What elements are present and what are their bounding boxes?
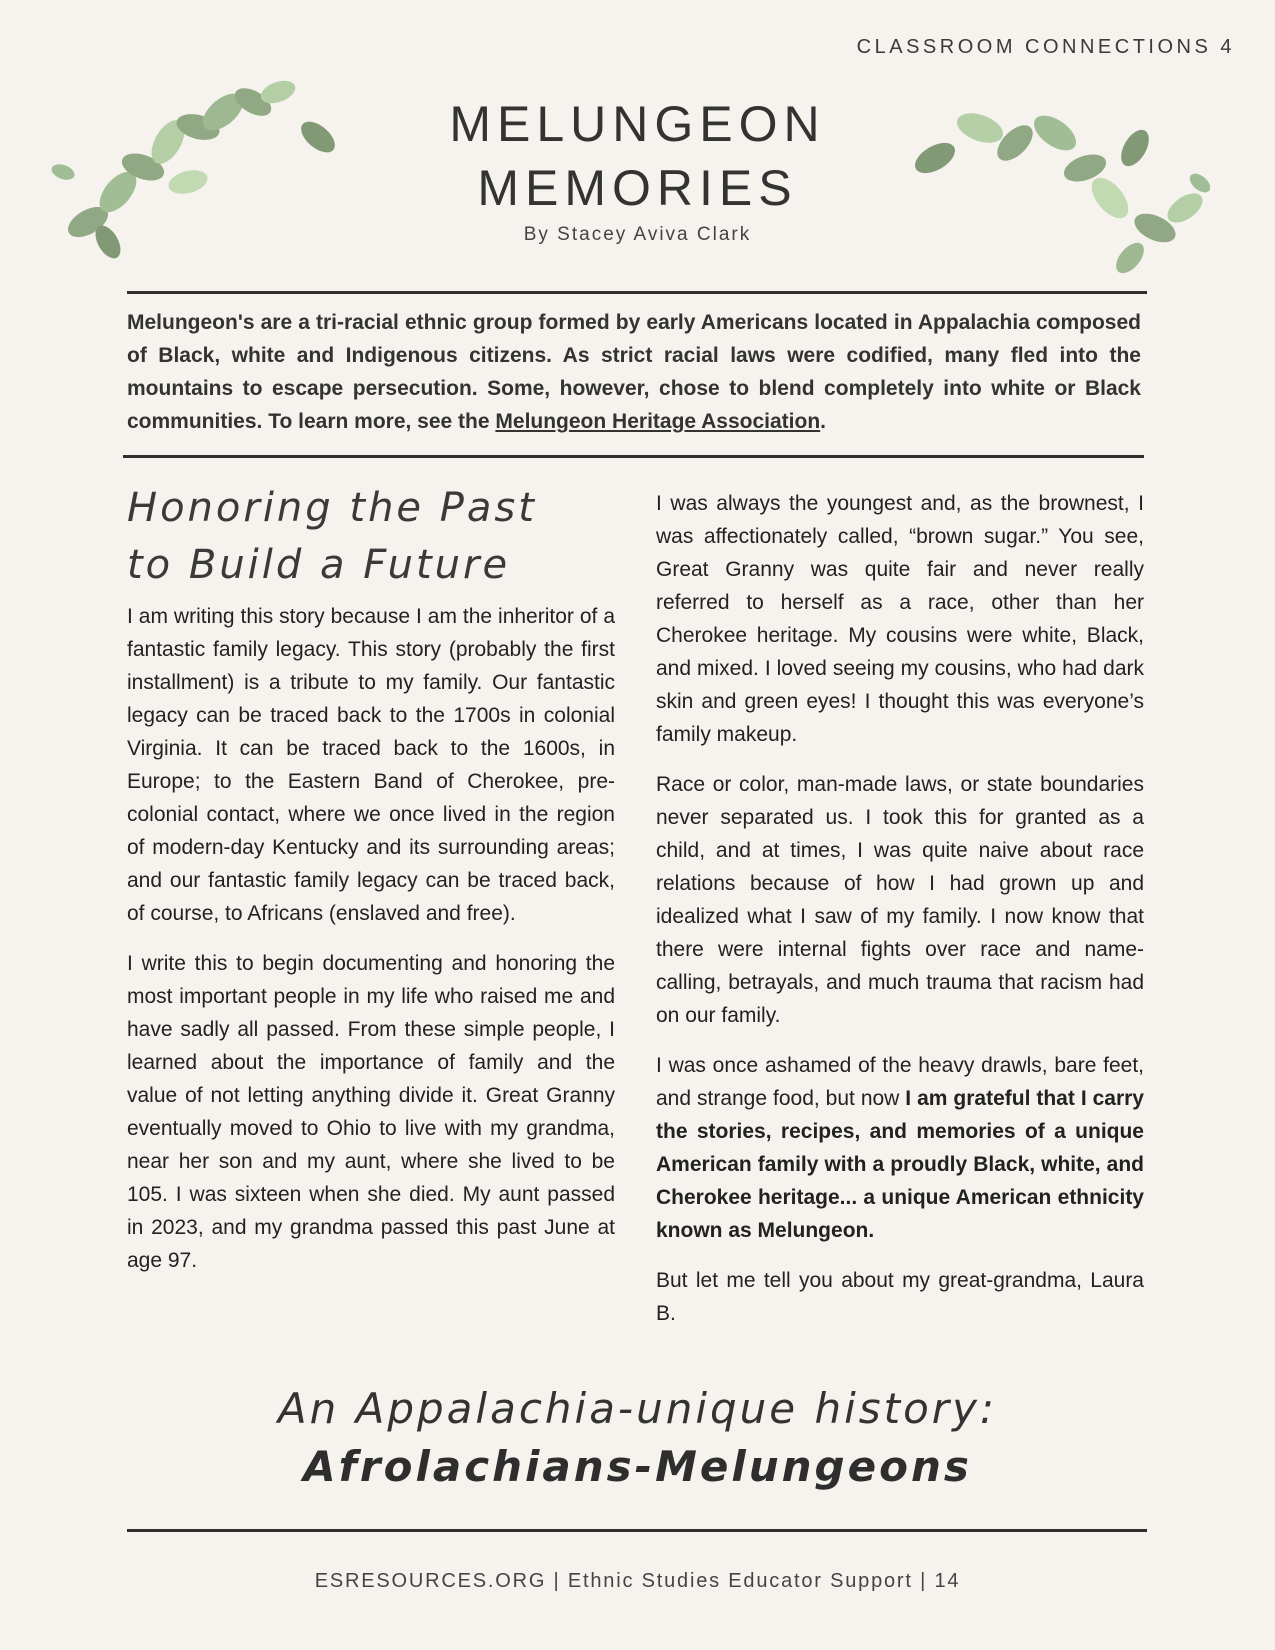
right-paragraph-4: But let me tell you about my great-grandma, Laura B. [656, 1269, 1144, 1325]
right-paragraph-3-emphasis: I am grateful that I carry the stories, recipes, and memories of a unique American family with a proudly Black, white, and Cherokee heritage... a unique American ethnicity known as Melungeon. [656, 1087, 1144, 1242]
left-paragraph-2: I write this to begin documenting and honoring the most important people in my life who raised me and have sadly all passed. From these simple people, I learned about the importance of family and the value of not letting anything divide it. Great Granny eventually moved to Ohio to live with my grandma, near her son and my aunt, where she lived to be 105. I was sixteen when she died. My aunt passed in 2023, and my grandma passed this past June at age 97. [127, 952, 615, 1272]
right-paragraph-3-text: I was once ashamed of the heavy drawls, bare feet, and strange food, but now [656, 1054, 1144, 1110]
byline: By Stacey Aviva Clark [523, 224, 752, 245]
closing-subtitle: An Appalachia-unique history: [277, 1384, 998, 1433]
closing-title: Afrolachians-Melungeons [303, 1442, 972, 1491]
melungeon-heritage-link[interactable]: Melungeon Heritage Association [495, 410, 821, 433]
bottom-divider [127, 1529, 1147, 1532]
intro-paragraph [127, 306, 1141, 438]
right-paragraph-1: I was always the youngest and, as the brownest, I was affectionately called, “brown sugar.” You see, Great Granny was quite fair and never really referred to herself as a race, other than her Cherokee heritage. My cousins were white, Black, and mixed. I loved seeing my cousins, who had dark skin and green eyes! I thought this was everyone’s family makeup. [656, 492, 1144, 746]
right-column [656, 487, 1144, 1347]
title-line-2: MEMORIES [477, 160, 798, 216]
article-heading-line-1: Honoring the Past [127, 485, 537, 531]
left-column [127, 480, 615, 1294]
left-paragraph-1: I am writing this story because I am the inheritor of a fantastic family legacy. This story (probably the first installment) is a tribute to my family. Our fantastic legacy can be traced back to the 1700s in colonial Virginia. It can be traced back to the 1600s, in Europe; to the Eastern Band of Cherokee, pre-colonial contact, where we once lived in the region of modern-day Kentucky and its surrounding areas; and our fantastic family legacy can be traced back, of course, to Africans (enslaved and free). [127, 605, 615, 925]
article-heading-line-2: to Build a Future [127, 542, 511, 588]
article-heading [127, 480, 615, 594]
section-label: CLASSROOM CONNECTIONS 4 [856, 36, 1235, 58]
page-title [0, 92, 1275, 220]
footer: ESRESOURCES.ORG | Ethnic Studies Educator Support | 14 [314, 1570, 961, 1592]
title-line-1: MELUNGEON [449, 96, 826, 152]
right-paragraph-2: Race or color, man-made laws, or state boundaries never separated us. I took this for granted as a child, and at times, I was quite naive about race relations because of how I had grown up and idealized what I saw of my family. I now know that there were internal fights over race and name-calling, betrayals, and much trauma that racism had on our family. [656, 773, 1144, 1027]
intro-divider [123, 455, 1144, 458]
intro-text-end: . [820, 410, 827, 433]
top-divider [127, 291, 1147, 294]
intro-text: Melungeon's are a tri-racial ethnic group formed by early Americans located in Appalachia composed of Black, white and Indigenous citizens. As strict racial laws were codified, many fled into the mountains to escape persecution. Some, however, chose to blend completely into white or Black communities. To learn more, see the [127, 311, 1141, 433]
right-paragraph-3 [656, 1049, 1144, 1247]
